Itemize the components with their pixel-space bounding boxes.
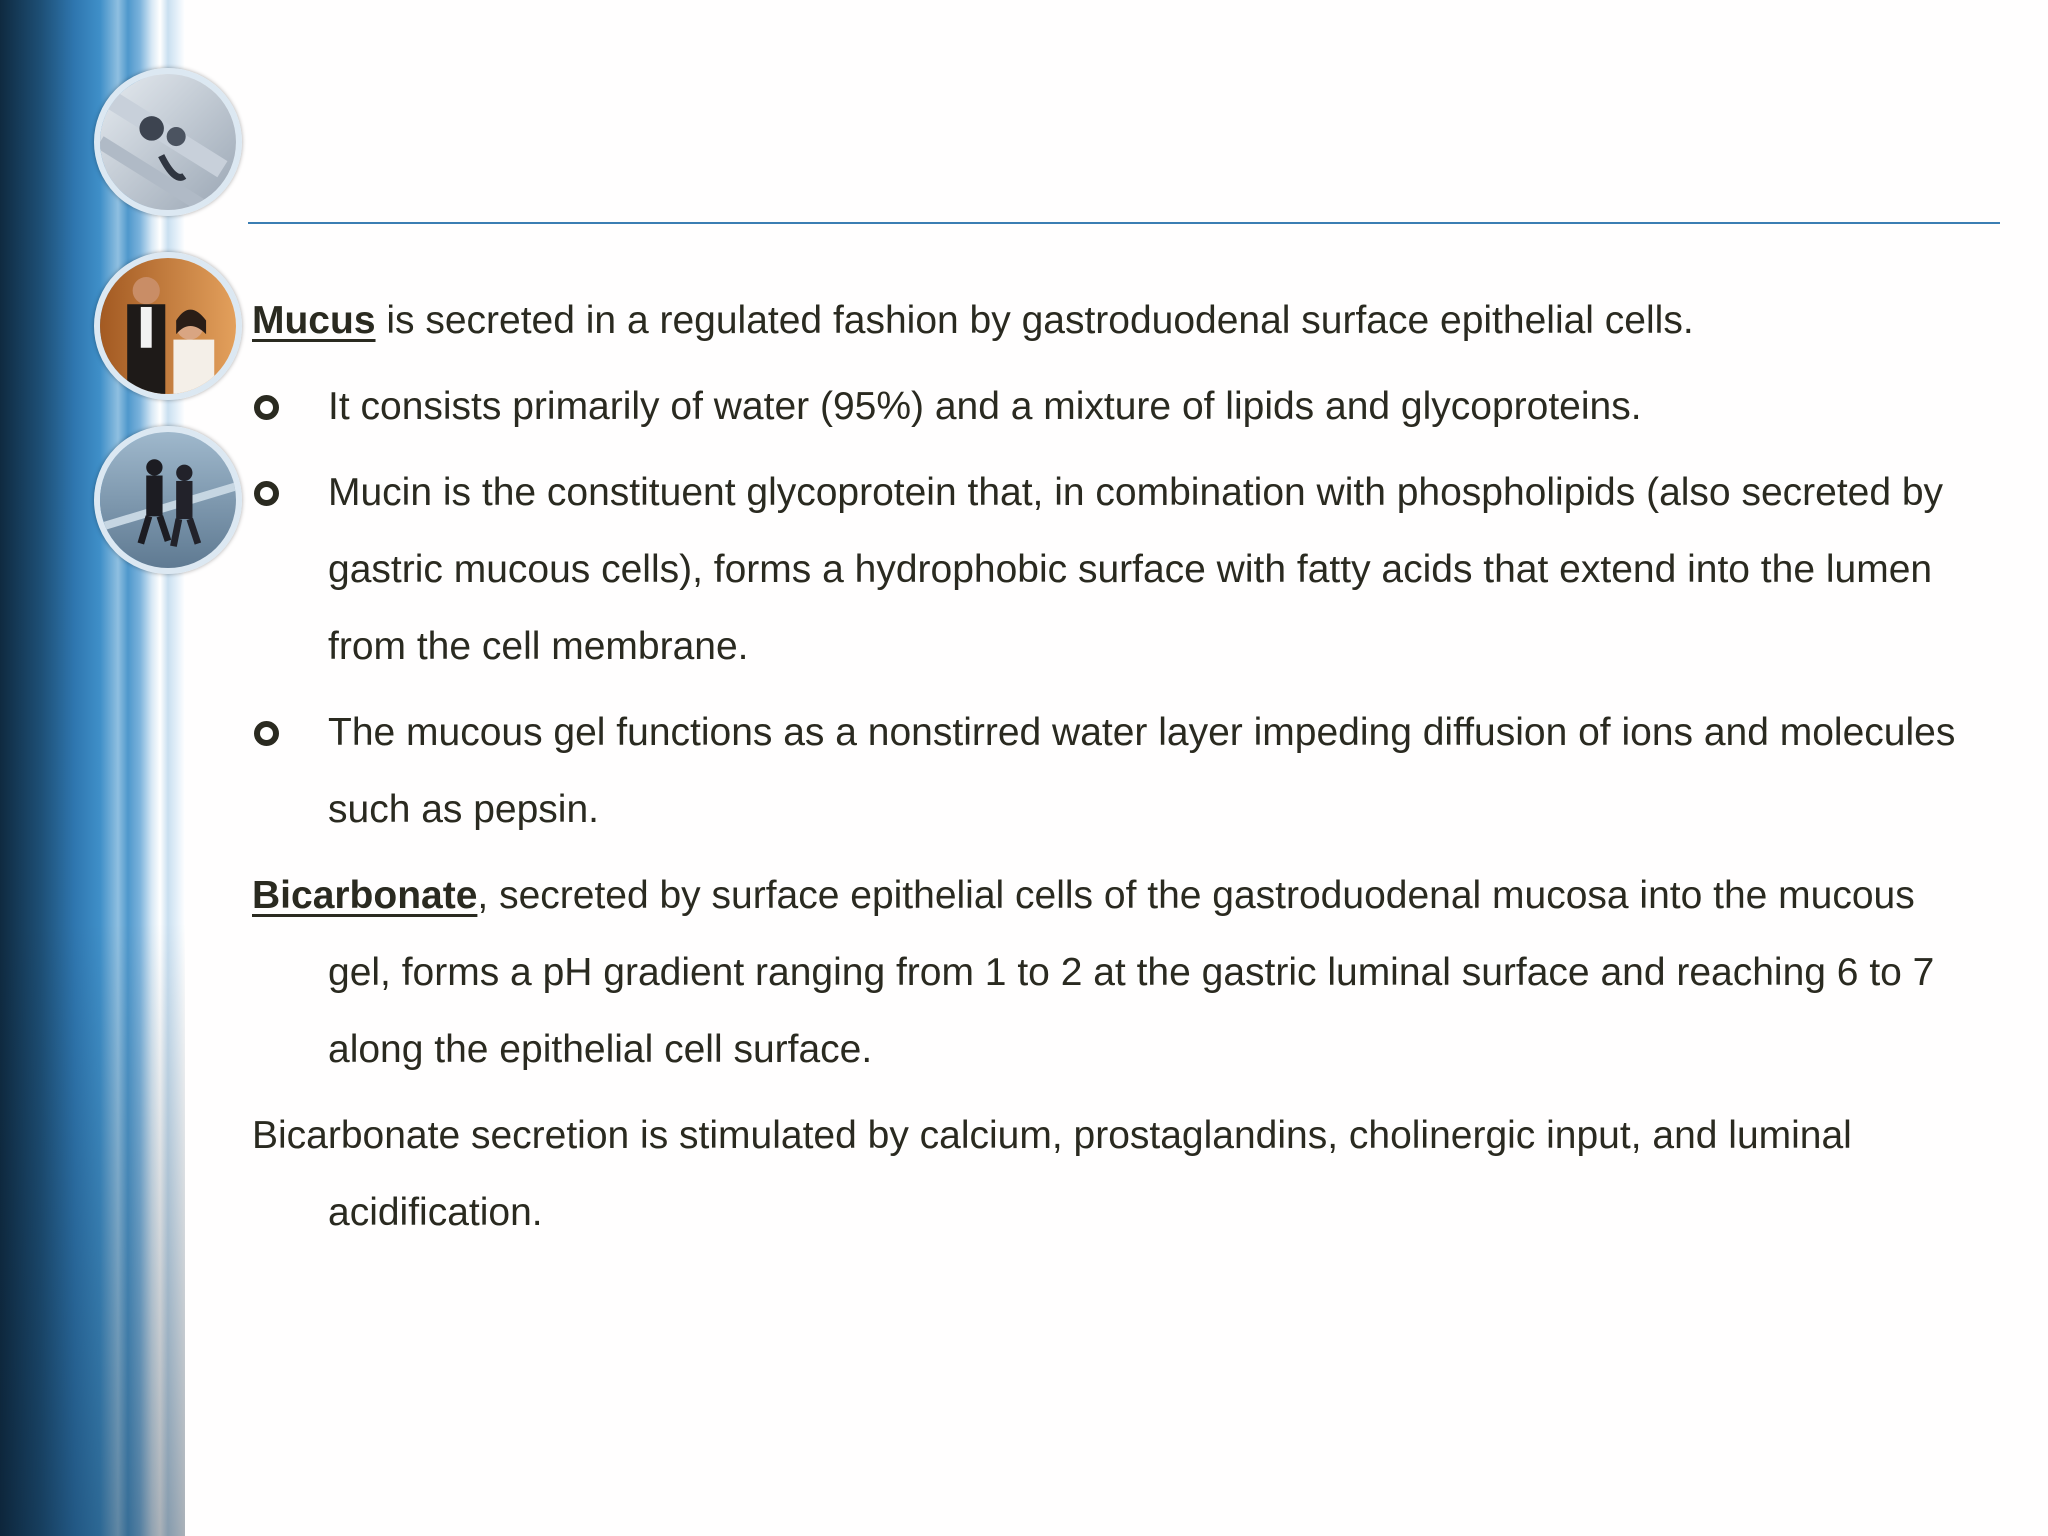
left-bar-shade [0,0,185,1536]
bullet-item [252,694,1972,848]
bicarbonate-paragraph [252,857,1972,1088]
stethoscope-photo-icon [94,68,242,216]
bullet-text: Mucin is the constituent glycoprotein that, in combination with phospholipids (also secreted by gastric mucous cells), forms a hydrophobic surface with fatty acids that extend into the lumen from the cell membrane. [328,471,1944,668]
mucus-term: Mucus [252,299,376,342]
slide-body [252,282,1972,1251]
bullet-circle-icon [254,395,279,420]
bullet-circle-icon [254,481,279,506]
title-divider-line [248,222,2000,224]
bullet-circle-icon [254,721,279,746]
bicarbonate-text: , secreted by surface epithelial cells of the gastroduodenal mucosa into the mucous gel, forms a pH gradient ranging from 1 to 2 at the gastric luminal surface and reaching 6 to 7 along the epithelial cell surface. [328,874,1935,1071]
bullet-text: The mucous gel functions as a nonstirred water layer impeding diffusion of ions and molecules such as pepsin. [328,711,1956,831]
bullet-item [252,368,1972,445]
bullet-text: It consists primarily of water (95%) and a mixture of lipids and glycoproteins. [328,385,1642,428]
walking-people-photo-icon [94,426,242,574]
mucus-text: is secreted in a regulated fashion by gastroduodenal surface epithelial cells. [375,299,1694,342]
secretion-paragraph [252,1097,1972,1251]
secretion-text: Bicarbonate secretion is stimulated by calcium, prostaglandins, cholinergic input, and luminal acidification. [252,1114,1852,1234]
bullet-item [252,454,1972,685]
mucus-paragraph [252,282,1972,359]
bicarbonate-term: Bicarbonate [252,874,478,917]
business-people-photo-icon [94,252,242,400]
